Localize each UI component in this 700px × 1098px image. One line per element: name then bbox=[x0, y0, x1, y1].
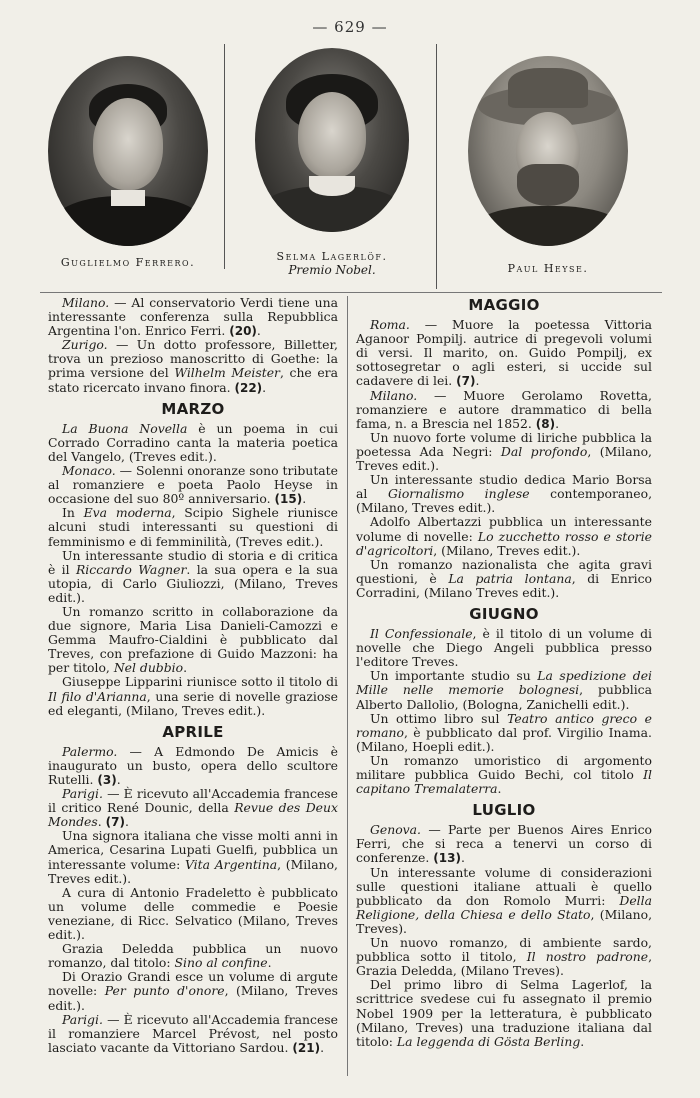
column-divider bbox=[347, 296, 348, 1076]
entry-paragraph: Un interessante volume di considerazioni sulle questioni italiane attuali è quello pubblicato da don Romolo Murri: Della Religione, della Chiesa e dello Stato, (Milano, Treves). bbox=[356, 864, 653, 936]
entry-paragraph: Un ottimo libro sul Teatro antico greco e romano, è pubblicato dal prof. Virgilio Inama. (Milano, Hoepli edit.). bbox=[356, 710, 653, 754]
entry-paragraph: Adolfo Albertazzi pubblica un interessante volume di novelle: Lo zucchetto rosso e storie d'agricoltori, (Milano, Treves edit.). bbox=[356, 514, 652, 558]
entry-paragraph: Milano. — Muore Gerolamo Rovetta, romanziere e autore drammatico di bella fama, n. a Brescia nel 1852. (8). bbox=[356, 387, 652, 431]
month-heading-marzo: MARZO bbox=[161, 399, 225, 418]
entry-paragraph: Palermo. — A Edmondo De Amicis è inaugurato un busto, opera dello scultore Rutelli. (3). bbox=[48, 743, 338, 787]
entry-paragraph: Grazia Deledda pubblica un nuovo romanzo, dal titolo: Sino al confine. bbox=[48, 941, 338, 971]
entry-paragraph: Zurigo. — Un dotto professore, Billetter, trova un prezioso manoscritto di Goethe: la prima versione del Wilhelm Meister, che era stato ricercato invano finora. (22). bbox=[48, 337, 338, 395]
entry-paragraph: Parigi. — È ricevuto all'Accademia francese il critico René Dounic, della Revue des Deux Mondes. (7). bbox=[48, 786, 338, 830]
entry-paragraph: Un interessante studio di storia e di critica è il Riccardo Wagner. la sua opera e la sua utopia, di Carlo Giuliozzi, (Milano, Treves edit.). bbox=[48, 547, 339, 605]
entry-paragraph: Parigi. — È ricevuto all'Accademia francese il romanziere Marcel Prévost, nel posto lasciato vacante da Vittoriano Sardou. (21). bbox=[48, 1011, 338, 1055]
entry-paragraph: Roma. — Muore la poetessa Vittoria Aganoor Pompilj. autrice di pregevoli volumi di versi. Il marito, on. Guido Pompilj, ex sottosegretar o agli esteri, si uccide sul cadavere di lei. (7). bbox=[356, 317, 652, 389]
right-column bbox=[356, 296, 652, 1049]
portrait-divider bbox=[436, 44, 437, 289]
left-column bbox=[48, 296, 338, 1055]
entry-paragraph: La Buona Novella è un poema in cui Corrado Corradino canta la materia poetica del Vangelo, (Treves edit.). bbox=[48, 420, 338, 464]
portrait-caption: Selma Lagerlöf. bbox=[276, 250, 388, 263]
entry-paragraph: Un importante studio su La spedizione dei Mille nelle memorie bolognesi, pubblica Alberto Dallolio, (Bologna, Zanichelli edit.). bbox=[356, 668, 653, 712]
header-rule bbox=[40, 292, 662, 293]
month-heading-luglio: LUGLIO bbox=[472, 801, 536, 820]
entry-paragraph: Una signora italiana che visse molti anni in America, Cesarina Lupati Guelfi, pubblica un interessante volume: Vita Argentina, (Milano, Treves edit.). bbox=[48, 828, 338, 886]
entry-paragraph: Un romanzo nazionalista che agita gravi questioni, è La patria lontana, di Enrico Corradini, (Milano Treves edit.). bbox=[356, 556, 652, 600]
month-heading-aprile: APRILE bbox=[162, 722, 224, 741]
portrait-strip bbox=[38, 42, 658, 290]
portrait-caption: Paul Heyse. bbox=[507, 262, 589, 275]
month-heading-giugno: GIUGNO bbox=[469, 604, 539, 623]
entry-paragraph: Giuseppe Lipparini riunisce sotto il titolo di Il filo d'Arianna, una serie di novelle graziose ed eleganti, (Milano, Treves edit.). bbox=[48, 674, 338, 718]
entry-paragraph: Milano. — Al conservatorio Verdi tiene una interessante conferenza sulla Repubblica Argentina l'on. Enrico Ferri. (20). bbox=[48, 295, 338, 339]
portrait-photo bbox=[255, 48, 409, 232]
entry-paragraph: Il Confessionale, è il titolo di un volume di novelle che Diego Angeli pubblica presso l'editore Treves. bbox=[356, 626, 652, 670]
portrait-heyse bbox=[458, 56, 638, 275]
portrait-caption: Guglielmo Ferrero. bbox=[60, 256, 196, 269]
entry-paragraph: A cura di Antonio Fradeletto è pubblicato un volume delle commedie e Poesie veneziane, di Ricc. Selvatico (Milano, Treves edit.). bbox=[48, 884, 338, 943]
portrait-divider bbox=[224, 44, 225, 269]
portrait-subcaption: Premio Nobel. bbox=[288, 263, 376, 277]
entry-paragraph: Un nuovo forte volume di liriche pubblica la poetessa Ada Negri: Dal profondo, (Milano, Treves edit.). bbox=[356, 429, 652, 474]
month-heading-maggio: MAGGIO bbox=[468, 296, 540, 314]
entry-paragraph: Del primo libro di Selma Lagerlof, la scrittrice svedese cui fu assegnato il premio Nobel 1909 per la letteratura, è pubblicato (Milano, Treves) una traduzione italiana dal titolo: La leggenda di Gösta Berling. bbox=[356, 977, 652, 1049]
page-number: — 629 — bbox=[312, 18, 388, 36]
entry-paragraph: Di Orazio Grandi esce un volume di argute novelle: Per punto d'onore, (Milano, Treves edit.). bbox=[48, 969, 338, 1013]
entry-paragraph: Un romanzo scritto in collaborazione da due signore, Maria Lisa Danieli-Camozzi e Gemma Maufro-Cialdini è pubblicato dal Treves, con prefazione di Guido Mazzoni: ha per titolo, Nel dubbio. bbox=[48, 603, 338, 676]
portrait-photo bbox=[468, 56, 628, 246]
entry-paragraph: Un nuovo romanzo, di ambiente sardo, pubblica sotto il titolo, Il nostro padrone, Grazia Deledda, (Milano Treves). bbox=[356, 935, 653, 979]
entry-paragraph: Un interessante studio dedica Mario Borsa al Giornalismo inglese contemporaneo, (Milano, Treves edit.). bbox=[356, 472, 653, 516]
entry-paragraph: Monaco. — Solenni onoranze sono tributate al romanziere e poeta Paolo Heyse in occasione del suo 80º anniversario. (15). bbox=[48, 463, 338, 507]
portrait-photo bbox=[48, 56, 208, 246]
entry-paragraph: Genova. — Parte per Buenos Aires Enrico Ferri, che si reca a tenervi un corso di conferenze. (13). bbox=[356, 822, 652, 866]
entry-paragraph: In Eva moderna, Scipio Sighele riunisce alcuni studi interessanti su questioni di femminismo e di femminilità, (Treves edit.). bbox=[48, 505, 338, 549]
entry-paragraph: Un romanzo umoristico di argomento militare pubblica Guido Bechi, col titolo Il capitano Tremalaterra. bbox=[356, 752, 652, 797]
portrait-lagerlof bbox=[248, 48, 416, 277]
portrait-ferrero bbox=[38, 56, 218, 269]
